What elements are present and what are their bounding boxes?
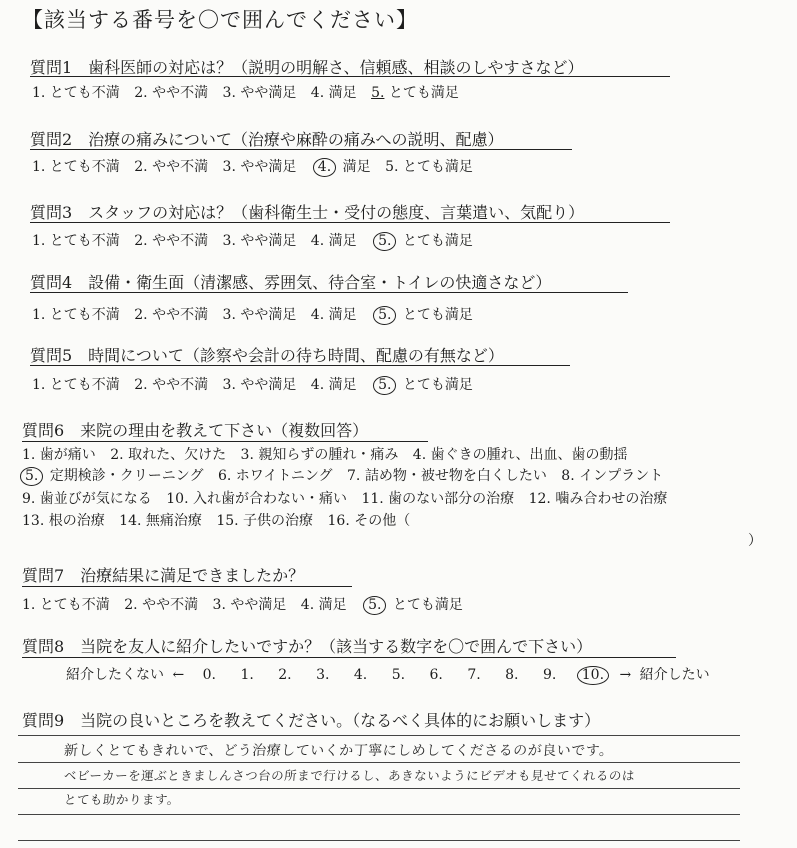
q6-opt-14[interactable]: 14. 無痛治療 [119,513,202,529]
q6-opt-3[interactable]: 3. 親知らずの腫れ・痛み [240,447,399,463]
q5-opt-3[interactable]: 3. やや満足 [222,377,297,393]
answer-line-1 [18,735,740,736]
q2-opt-4-circled[interactable]: 4. [313,158,336,177]
q6-opt-5-circled[interactable]: 5. [20,467,43,486]
q9-answer-line-1: 新しくとてもきれいで、どう治療していくか丁寧にしめしてくださるのが良いです。 [63,743,615,759]
q6-row-4 [22,510,420,530]
q7-options [22,594,463,615]
q3-opt-5-circled[interactable]: 5. [373,232,396,251]
q4-title: 質問4 設備・衛生面（清潔感、雰囲気、待合室・トイレの快適さなど） [30,273,552,292]
q7-opt-5-label: とても満足 [392,597,463,613]
q8-scale-7[interactable]: 7. [467,667,481,683]
q2-opt-5[interactable]: 5. とても満足 [385,159,473,175]
q4-opt-1[interactable]: 1. とても不満 [32,307,120,323]
q1-opt-2[interactable]: 2. やや不満 [134,85,209,101]
q8-scale-2[interactable]: 2. [278,667,292,683]
q5-opt-5-circled[interactable]: 5. [373,376,396,395]
q4-opt-4[interactable]: 4. 満足 [310,307,357,323]
q4-opt-5-label: とても満足 [402,307,473,323]
q3-opt-2[interactable]: 2. やや不満 [134,233,209,249]
q6-opt-2[interactable]: 2. 取れた、欠けた [110,447,227,463]
q6-underline [22,441,428,442]
q4-opt-2[interactable]: 2. やや不満 [134,307,209,323]
q6-other-close-paren: ） [748,533,762,549]
q1-opt-5-marked[interactable]: 5. [371,85,385,101]
q6-opt-10[interactable]: 10. 入れ歯が合わない・痛い [166,491,347,507]
q2-opt-2[interactable]: 2. やや不満 [134,159,209,175]
q8-scale-10-circled[interactable]: 10. [577,666,609,685]
q1-opt-5-label: とても満足 [388,85,459,101]
q7-opt-5-circled[interactable]: 5. [363,596,386,615]
q3-underline [30,222,670,223]
q9-title: 質問9 当院の良いところを教えてください。（なるべく具体的にお願いします） [22,711,601,730]
q2-opt-1[interactable]: 1. とても不満 [32,159,120,175]
q6-opt-4[interactable]: 4. 歯ぐきの腫れ、出血、歯の動揺 [412,447,628,463]
q8-scale-6[interactable]: 6. [429,667,443,683]
q3-opt-3[interactable]: 3. やや満足 [222,233,297,249]
q8-title: 質問8 当院を友人に紹介したいですか？（該当する数字を〇で囲んで下さい） [22,637,593,656]
q6-opt-13[interactable]: 13. 根の治療 [22,513,105,529]
q6-opt-9[interactable]: 9. 歯並びが気になる [22,491,152,507]
q8-scale-5[interactable]: 5. [391,667,406,683]
q1-options [32,82,459,102]
q6-opt-8[interactable]: 8. インプラント [561,468,664,484]
q6-opt-5-label: 定期検診・クリーニング [49,468,204,484]
q7-underline [22,586,352,587]
q8-scale-8[interactable]: 8. [505,667,519,683]
q1-opt-3[interactable]: 3. やや満足 [222,85,297,101]
q7-title: 質問7 治療結果に満足できましたか？ [22,566,305,585]
q8-scale-0[interactable]: 0. [202,667,216,683]
q6-opt-15[interactable]: 15. 子供の治療 [216,513,314,529]
answer-line-4 [18,814,740,815]
q9-answer-line-2: ベビーカーを運ぶときましんさつ台の所まで行けるし、あきないようにビデオも見せてくれるのは [63,768,636,783]
form-header: 【該当する番号を〇で囲んでください】 [22,8,418,32]
q6-opt-7[interactable]: 7. 詰め物・被せ物を白くしたい [347,468,547,484]
q1-opt-1[interactable]: 1. とても不満 [32,85,120,101]
q8-scale-3[interactable]: 3. [316,667,330,683]
q5-options [32,374,473,395]
q3-opt-4[interactable]: 4. 満足 [310,233,357,249]
q6-row-1 [22,444,637,464]
q6-opt-12[interactable]: 12. 噛み合わせの治療 [528,491,668,507]
q6-opt-1[interactable]: 1. 歯が痛い [22,447,96,463]
q2-opt-3[interactable]: 3. やや満足 [222,159,297,175]
q4-opt-3[interactable]: 3. やや満足 [222,307,297,323]
q7-opt-1[interactable]: 1. とても不満 [22,597,110,613]
q8-scale-4[interactable]: 4. [353,667,368,683]
q4-opt-5-circled[interactable]: 5. [373,306,396,325]
q8-scale [66,664,710,685]
q2-title: 質問2 治療の痛みについて（治療や麻酔の痛みへの説明、配慮） [30,130,504,149]
q6-title: 質問6 来院の理由を教えて下さい（複数回答） [22,421,369,440]
q3-options [32,230,473,251]
q5-title: 質問5 時間について（診察や会計の待ち時間、配慮の有無など） [30,346,504,365]
q9-answer-line-3: とても助かります。 [63,792,181,807]
q8-scale-1[interactable]: 1. [240,667,254,683]
q2-opt-4-label: 満足 [342,159,371,175]
q7-opt-3[interactable]: 3. やや満足 [212,597,287,613]
q5-opt-1[interactable]: 1. とても不満 [32,377,120,393]
q5-underline [30,365,570,366]
q6-opt-6[interactable]: 6. ホワイトニング [218,468,333,484]
q8-right-label: → 紹介したい [619,667,710,683]
q6-row-3 [22,488,677,508]
q2-underline [30,149,572,150]
q6-row-2 [18,465,673,486]
answer-line-2 [18,762,740,763]
q6-opt-16[interactable]: 16. その他（ [327,513,411,529]
q3-opt-1[interactable]: 1. とても不満 [32,233,120,249]
q5-opt-4[interactable]: 4. 満足 [310,377,357,393]
q1-title: 質問1 歯科医師の対応は？（説明の明解さ、信頼感、相談のしやすさなど） [30,58,584,77]
q1-underline [30,76,670,77]
q4-underline [30,292,628,293]
q4-options [32,304,473,325]
answer-line-5 [18,840,740,841]
q7-opt-4[interactable]: 4. 満足 [300,597,347,613]
q6-opt-11[interactable]: 11. 歯のない部分の治療 [361,491,515,507]
q1-opt-4[interactable]: 4. 満足 [310,85,357,101]
q3-opt-5-label: とても満足 [402,233,473,249]
q8-left-label: 紹介したくない ← [66,667,185,683]
answer-line-3 [18,788,740,789]
q5-opt-5-label: とても満足 [402,377,473,393]
q7-opt-2[interactable]: 2. やや不満 [124,597,199,613]
q8-underline [22,657,676,658]
q8-scale-9[interactable]: 9. [542,667,557,683]
q2-options [32,156,483,177]
q3-title: 質問3 スタッフの対応は？（歯科衛生士・受付の態度、言葉遣い、気配り） [30,203,585,222]
q5-opt-2[interactable]: 2. やや不満 [134,377,209,393]
